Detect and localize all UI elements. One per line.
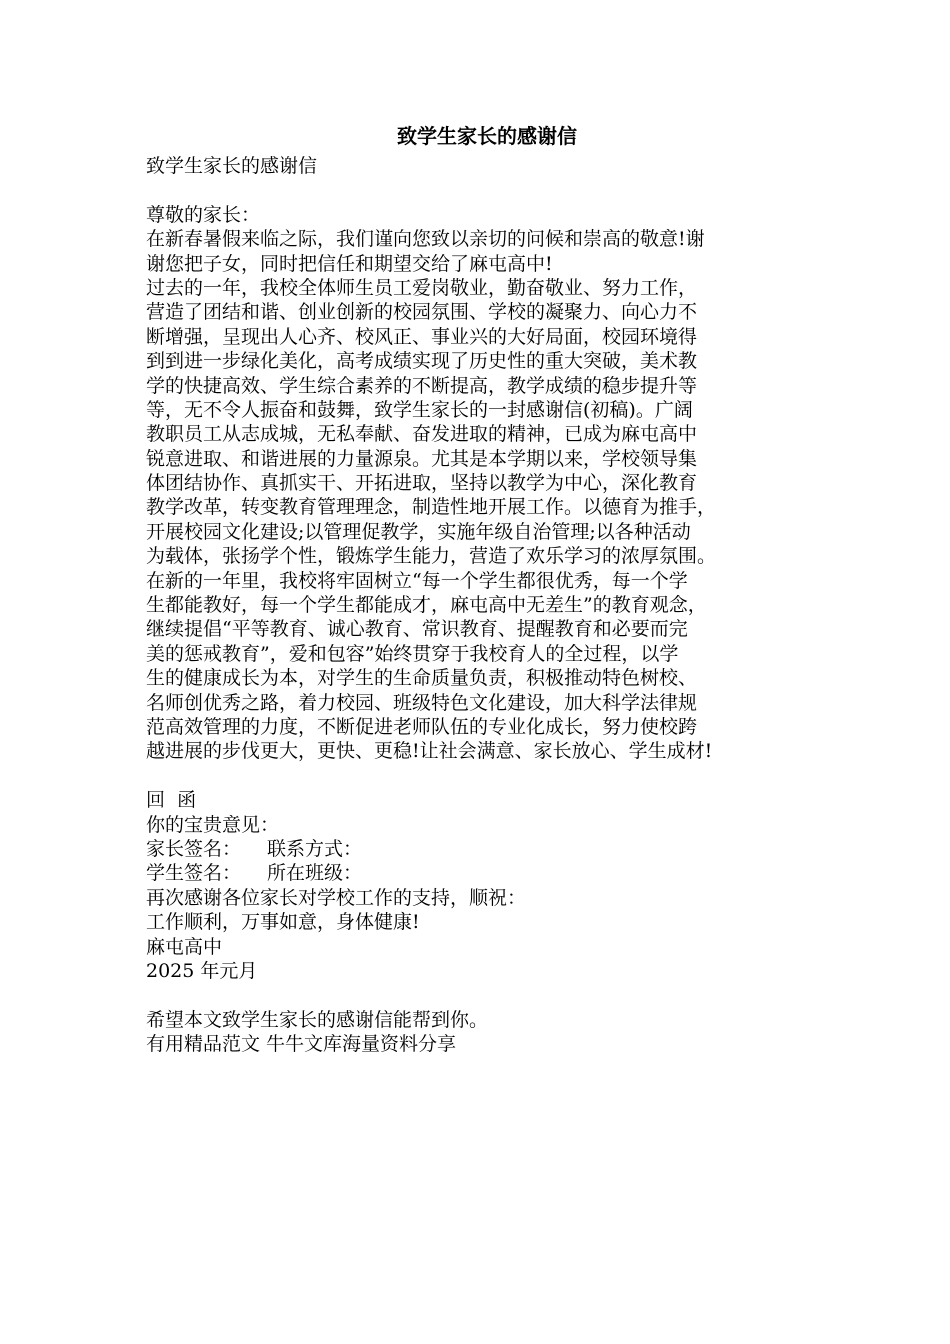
body-line: 到到进一步绿化美化，高考成绩实现了历史性的重大突破，美术教 xyxy=(146,350,698,373)
body-line: 美的惩戒教育”，爱和包容”始终贯穿于我校育人的全过程，以学 xyxy=(146,642,679,665)
footer-line: 有用精品范文 牛牛文库海量资料分享 xyxy=(146,1033,457,1056)
reply-section xyxy=(146,788,818,983)
body-line: 体团结协作、真抓实干、开拓进取，坚持以教学为中心，深化教育 xyxy=(146,472,698,495)
contact-label: 联系方式： xyxy=(267,837,363,860)
document-title: 致学生家长的感谢信 xyxy=(397,124,577,148)
body-line: 在新春暑假来临之际，我们谨向您致以亲切的问候和崇高的敬意!谢 xyxy=(146,228,705,251)
student-signature-row xyxy=(146,861,818,885)
body-line: 生都能教好，每一个学生都能成才，麻屯高中无差生”的教育观念， xyxy=(146,594,707,617)
document-page xyxy=(146,118,818,1056)
body-line: 范高效管理的力度，不断促进老师队伍的专业化成长，努力使校跨 xyxy=(146,715,698,738)
blank-line xyxy=(146,764,818,788)
salutation: 尊敬的家长： xyxy=(146,203,261,226)
school-name: 麻屯高中 xyxy=(146,935,223,958)
parent-signature-row xyxy=(146,837,818,861)
body-line: 等，无不令人振奋和鼓舞，致学生家长的一封感谢信(初稿)。广阔 xyxy=(146,398,693,421)
body-line: 过去的一年，我校全体师生员工爱岗敬业，勤奋敬业、努力工作， xyxy=(146,276,698,299)
closing-line: 希望本文致学生家长的感谢信能帮到你。 xyxy=(146,1008,489,1031)
opinion-label: 你的宝贵意见： xyxy=(146,813,280,836)
blank-line xyxy=(146,178,818,202)
class-label: 所在班级： xyxy=(267,862,363,885)
body-line: 名师创优秀之路，着力校园、班级特色文化建设，加大科学法律规 xyxy=(146,691,698,714)
thanks-line: 再次感谢各位家长对学校工作的支持，顺祝： xyxy=(146,886,527,909)
body-line: 谢您把子女，同时把信任和期望交给了麻屯高中! xyxy=(146,252,553,275)
body-line: 为载体，张扬学个性，锻炼学生能力，营造了欢乐学习的浓厚氛围。 xyxy=(146,545,717,568)
letter-body xyxy=(146,227,818,764)
body-line: 断增强，呈现出人心齐、校风正、事业兴的大好局面，校园环境得 xyxy=(146,325,698,348)
body-line: 越进展的步伐更大，更快、更稳!让社会满意、家长放心、学生成材! xyxy=(146,740,713,763)
letter-date: 2025 年元月 xyxy=(146,959,258,982)
parent-signature-label: 家长签名： xyxy=(146,837,242,860)
body-line: 锐意进取、和谐进展的力量源泉。尤其是本学期以来，学校领导集 xyxy=(146,447,698,470)
blank-line xyxy=(146,983,818,1007)
body-line: 生的健康成长为本，对学生的生命质量负责，积极推动特色树校、 xyxy=(146,667,698,690)
body-line: 营造了团结和谐、创业创新的校园氛围、学校的凝聚力、向心力不 xyxy=(146,301,698,324)
body-line: 教学改革，转变教育管理理念，制造性地开展工作。以德育为推手， xyxy=(146,496,717,519)
wishes-line: 工作顺利，万事如意，身体健康! xyxy=(146,911,420,934)
body-line: 在新的一年里，我校将牢固树立“每一个学生都很优秀，每一个学 xyxy=(146,569,688,592)
body-line: 继续提倡“平等教育、诚心教育、常识教育、提醒教育和必要而完 xyxy=(146,618,688,641)
student-signature-label: 学生签名： xyxy=(146,862,242,885)
body-line: 开展校园文化建设;以管理促教学，实施年级自治管理;以各种活动 xyxy=(146,520,691,543)
body-line: 教职员工从志成城，无私奉献、奋发进取的精神，已成为麻屯高中 xyxy=(146,423,698,446)
reply-heading: 回 函 xyxy=(146,789,197,812)
body-line: 学的快捷高效、学生综合素养的不断提高，教学成绩的稳步提升等 xyxy=(146,374,698,397)
document-subtitle: 致学生家长的感谢信 xyxy=(146,155,318,177)
